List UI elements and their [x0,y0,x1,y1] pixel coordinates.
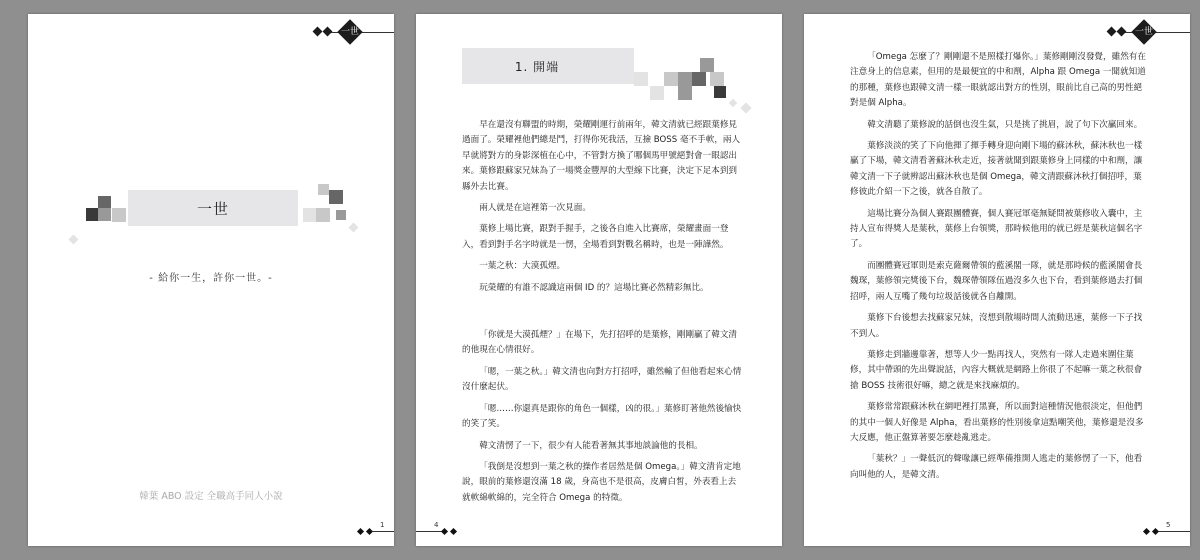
deco-square [634,72,648,86]
book-title: 一世 [196,200,229,218]
paragraph: 「Omega 怎麼了？剛剛還不是照樣打爆你。」葉修剛剛沒發覺，雖然有在注意身上的信息素，但用的是最便宜的中和劑，Alpha 跟 Omega 一聞就知道的那種，葉修也跟韓文清一樣一眼就認出對方的性別，眼前比自己高的男性絕對是個 Alpha。 [850,52,1146,109]
header-badge-text: 一世 [341,27,360,37]
header-diamond [323,27,333,37]
page-number: 5 [1166,521,1171,529]
paragraph: 早在還沒有聯盟的時期，榮耀剛運行前兩年，韓文清就已經跟葉修見過面了。榮耀裡他們總是鬥，打得你死我活，互撿 BOSS 毫不手軟，兩人早就將對方的身影深植在心中，不管對方換了哪個馬甲號絕對會一眼認出來。葉修跟蘇家兄妹為了一場獎金豐厚的大型線下比賽，決定下足本到到縣外去比賽。 [462,120,741,192]
chapter-title: 1. 開端 [514,60,560,74]
header-diamond [313,27,323,37]
paragraph-spacer [462,302,742,322]
deco-square [710,72,724,86]
subtitle: - 給你一生，許你一世。- [149,273,273,284]
paragraph: 葉修走到牆邊靠著，想等人少一點再找人，突然有一隊人走過來圍住葉修，其中帶頭的先出聲說話，內容大概就是網路上你很了不起嘛一葉之秋很會搶 BOSS 技術很好嘛，總之就是來找麻煩的。 [850,349,1143,391]
deco-square [714,86,726,98]
deco-square [316,208,330,222]
paragraph: 玩榮耀的有誰不認識這兩個 ID 的？這場比賽必然精彩無比。 [479,282,709,293]
paragraph: 「你就是大漠孤煙？」在場下，先打招呼的是葉修，剛剛贏了韓文清的他現在心情很好。 [462,330,738,356]
deco-diamond [349,223,359,233]
deco-square [336,210,346,220]
paragraph: 兩人就是在這裡第一次見面。 [479,203,591,214]
body-text [462,118,742,512]
paragraph: 韓文清聽了葉修說的話倒也沒生氣，只是挑了挑眉，說了句下次贏回來。 [867,119,1143,130]
header-diamond [1117,27,1127,37]
deco-square [664,72,678,86]
deco-square [303,208,317,222]
deco-square [678,86,692,100]
footer-diamond [450,528,457,535]
deco-square [112,208,126,222]
deco-square [98,208,111,221]
paragraph: 「我倒是沒想到一葉之秋的操作者居然是個 Omega。」韓文清肯定地說，眼前的葉修還沒滿 18 歲，身高也不是很高，皮膚白皙，外表看上去就軟綿軟綿的，完全符合 Omega 的特徵。 [462,461,741,503]
paragraph: 這場比賽分為個人賽跟團體賽，個人賽冠軍毫無疑問被葉修收入囊中，主持人宣布得獎人是葉秋，葉修上台領獎，那時候他用的就已經是葉秋這個名字了。 [850,208,1143,250]
header-diamond [1107,27,1117,37]
footer-diamond [357,528,364,535]
body-text [850,50,1146,489]
paragraph: 韓文清愣了一下，很少有人能看著無其事地談論他的長相。 [479,440,703,451]
deco-square [650,86,664,100]
footer-rule [372,531,394,532]
deco-square [318,184,329,195]
paragraph: 而團體賽冠軍則是索克薩爾帶領的藍溪閣一隊，就是那時候的藍溪閣會長魏琛，葉修領完獎後下台，魏琛帶領隊伍過沒多久也下台，看到葉修過去打個招呼，兩人互嘴了幾句垃圾話後就各自離開。 [850,260,1143,302]
deco-square [692,72,706,86]
header-badge [337,19,362,44]
page-1 [28,14,394,546]
page-3 [804,14,1190,546]
footer-rule [1158,531,1190,532]
deco-diamond [69,235,79,245]
deco-square [329,190,343,204]
series-label: 韓葉 ABO 設定 全職高手同人小說 [139,491,283,502]
paragraph: 「葉秋？」一聲低沉的聲喙讓已經準備推開人逃走的葉修愣了一下，他看向叫他的人，是韓文清。 [850,454,1143,480]
header-badge-text: 一世 [1135,27,1154,37]
deco-square [700,58,714,72]
deco-square [678,72,692,86]
page-number: 1 [380,521,385,529]
paragraph: 葉修常常跟蘇沐秋在網吧裡打黑賽，所以面對這種情況他很淡定，但他們的其中一個人好像是 Alpha，看出葉修的性別後拿這點嘲笑他，葉修還是沒多大反應，他正盤算著要怎麼趁亂逃走。 [850,402,1144,443]
deco-diamond [740,102,751,113]
paragraph: 葉修上場比賽，跟對手握手，之後各自進入比賽席，榮耀畫面一登入，看到對手名字時就是一愣，全場看到對戰名稱時，也是一陣譁然。 [462,224,729,250]
deco-diamond [729,99,737,107]
page-2 [416,14,782,546]
header-badge [1131,19,1156,44]
paragraph: 葉修下台後想去找蘇家兄妹，沒想到散場時間人流動迅速，葉修一下子找不到人。 [850,313,1143,339]
paragraph: 葉修淡淡的笑了下向他揮了揮手轉身迎向剛下場的蘇沐秋，蘇沐秋也一樣贏了下場，韓文清看著蘇沐秋走近，接著就聞到跟葉修身上同樣的中和劑，讓韓文清一下子就辨認出蘇沐秋也是個 Omega，韓文清跟蘇沐秋打個招呼，葉修彼此介紹一下之後，就各自散了。 [850,141,1143,198]
page-number: 4 [434,521,439,529]
footer-diamond [441,528,448,535]
footer-diamond [1143,528,1150,535]
footer-rule [416,531,442,532]
paragraph: 「嗯……你還真是跟你的角色一個樣，凶的很。」葉修盯著他然後愉快的笑了笑。 [462,403,742,430]
paragraph: 「嗯，一葉之秋。」韓文清也向對方打招呼，雖然輸了但他看起來心情沒什麼起伏。 [462,366,742,393]
paragraph: 一葉之秋：大漠孤煙。 [479,261,566,272]
